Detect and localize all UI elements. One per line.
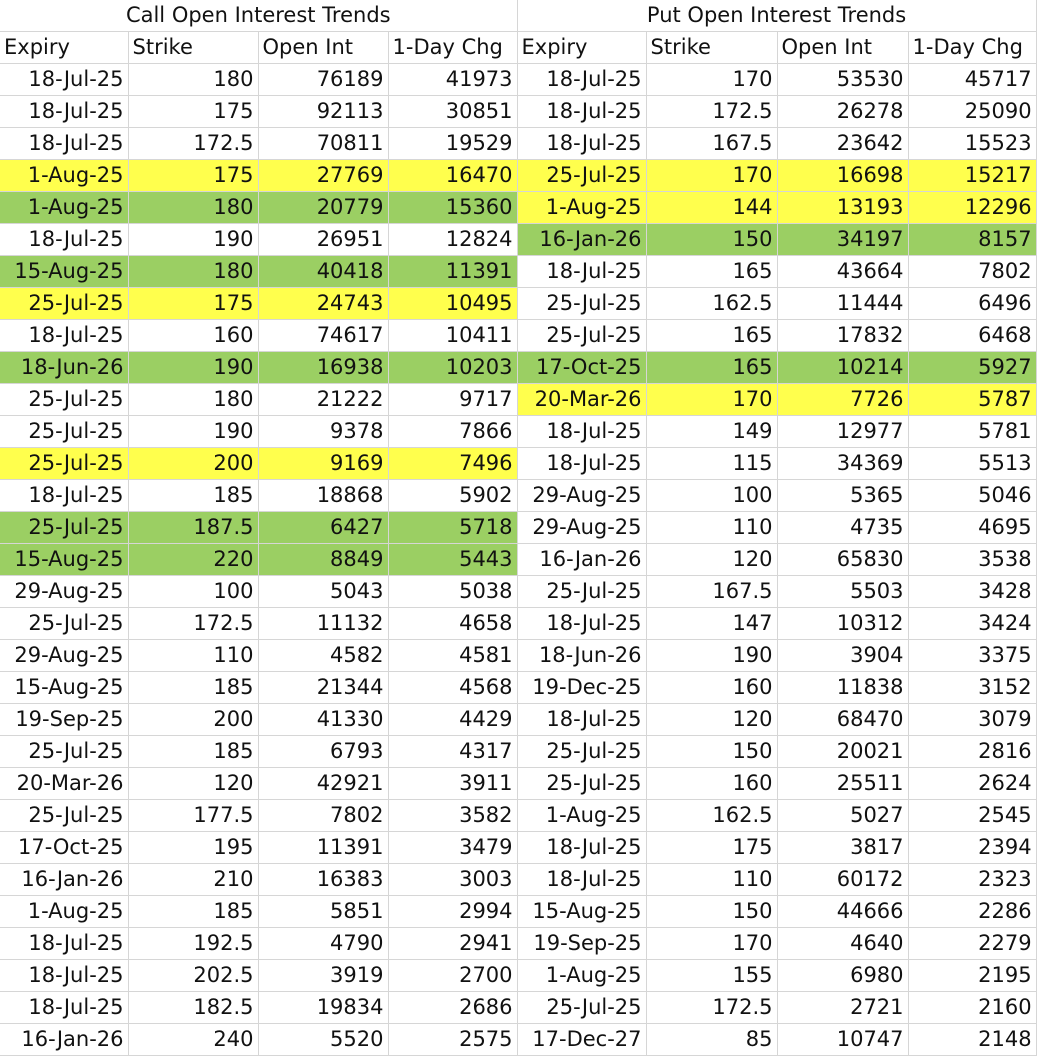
put-1-day-chg-cell[interactable]: 2160 [908, 991, 1036, 1023]
table-body [0, 63, 1036, 1055]
call-open-int-cell[interactable]: 4790 [258, 927, 388, 959]
call-expiry-cell[interactable]: 16-Jan-26 [0, 863, 128, 895]
table-row [0, 703, 1036, 735]
table-row [0, 415, 1036, 447]
call-1-day-chg-cell[interactable]: 2994 [388, 895, 517, 927]
put-strike-cell[interactable]: 150 [646, 735, 777, 767]
put-1-day-chg-cell[interactable]: 2816 [908, 735, 1036, 767]
put-1-day-chg-cell[interactable]: 8157 [908, 223, 1036, 255]
put-expiry-cell[interactable]: 16-Jan-26 [517, 223, 646, 255]
put-strike-cell[interactable]: 150 [646, 895, 777, 927]
put-expiry-cell[interactable]: 25-Jul-25 [517, 735, 646, 767]
put-1-day-chg-cell[interactable]: 5927 [908, 351, 1036, 383]
put-strike-cell[interactable]: 175 [646, 831, 777, 863]
call-open-int-cell[interactable]: 76189 [258, 63, 388, 95]
call-open-int-cell[interactable]: 3919 [258, 959, 388, 991]
call-open-int-cell[interactable]: 24743 [258, 287, 388, 319]
call-open-int-cell[interactable]: 8849 [258, 543, 388, 575]
call-strike-cell[interactable]: 240 [128, 1023, 258, 1055]
put-1-day-chg-cell[interactable]: 15217 [908, 159, 1036, 191]
table-row [0, 575, 1036, 607]
put-open-int-cell[interactable]: 4640 [777, 927, 908, 959]
put-expiry-cell[interactable]: 25-Jul-25 [517, 767, 646, 799]
put-1-day-chg-cell[interactable]: 4695 [908, 511, 1036, 543]
table-row [0, 479, 1036, 511]
table-row [0, 927, 1036, 959]
call-strike-cell[interactable]: 180 [128, 63, 258, 95]
put-1-day-chg-cell[interactable]: 5046 [908, 479, 1036, 511]
call-open-int-cell[interactable]: 70811 [258, 127, 388, 159]
call-1-day-chg-cell[interactable]: 4568 [388, 671, 517, 703]
table-row [0, 607, 1036, 639]
call-strike-cell[interactable]: 202.5 [128, 959, 258, 991]
put-expiry-cell[interactable]: 1-Aug-25 [517, 959, 646, 991]
call-expiry-cell[interactable]: 18-Jul-25 [0, 927, 128, 959]
call-expiry-cell[interactable]: 18-Jul-25 [0, 223, 128, 255]
call-strike-cell[interactable]: 180 [128, 191, 258, 223]
put-strike-cell[interactable]: 165 [646, 255, 777, 287]
call-open-int-cell[interactable]: 40418 [258, 255, 388, 287]
put-1-day-chg-cell[interactable]: 6496 [908, 287, 1036, 319]
table-row [0, 127, 1036, 159]
call-open-int-cell[interactable]: 5851 [258, 895, 388, 927]
put-strike-cell[interactable]: 170 [646, 63, 777, 95]
call-strike-cell[interactable]: 180 [128, 255, 258, 287]
put-strike-cell[interactable]: 162.5 [646, 287, 777, 319]
call-strike-cell[interactable]: 185 [128, 479, 258, 511]
call-expiry-cell[interactable]: 25-Jul-25 [0, 415, 128, 447]
put-open-int-cell[interactable]: 68470 [777, 703, 908, 735]
call-strike-cell[interactable]: 190 [128, 415, 258, 447]
put-open-int-cell[interactable]: 5365 [777, 479, 908, 511]
call-1-day-chg-cell[interactable]: 3479 [388, 831, 517, 863]
call-open-int-cell[interactable]: 4582 [258, 639, 388, 671]
put-expiry-cell[interactable]: 17-Oct-25 [517, 351, 646, 383]
table-row [0, 767, 1036, 799]
call-strike-cell[interactable]: 185 [128, 895, 258, 927]
call-open-int-cell[interactable]: 9169 [258, 447, 388, 479]
put-1-day-chg-cell[interactable]: 5513 [908, 447, 1036, 479]
put-strike-cell[interactable]: 149 [646, 415, 777, 447]
put-strike-cell[interactable]: 115 [646, 447, 777, 479]
put-1-day-chg-cell[interactable]: 3538 [908, 543, 1036, 575]
put-1-day-chg-cell[interactable]: 25090 [908, 95, 1036, 127]
table-row [0, 511, 1036, 543]
call-expiry-cell[interactable]: 29-Aug-25 [0, 575, 128, 607]
put-strike-cell[interactable]: 110 [646, 511, 777, 543]
call-strike-cell[interactable]: 175 [128, 287, 258, 319]
call-1-day-chg-cell[interactable]: 5902 [388, 479, 517, 511]
put-1-day-chg-cell[interactable]: 3424 [908, 607, 1036, 639]
call-strike-cell[interactable]: 120 [128, 767, 258, 799]
put-strike-cell[interactable]: 162.5 [646, 799, 777, 831]
put-expiry-cell[interactable]: 29-Aug-25 [517, 511, 646, 543]
title-row [0, 0, 1036, 31]
call-1-day-chg-cell[interactable]: 4317 [388, 735, 517, 767]
call-expiry-cell[interactable]: 18-Jun-26 [0, 351, 128, 383]
call-strike-cell[interactable]: 172.5 [128, 607, 258, 639]
put-1-day-chg-cell[interactable]: 2624 [908, 767, 1036, 799]
table-row [0, 351, 1036, 383]
put-1-day-chg-cell[interactable]: 5781 [908, 415, 1036, 447]
put-expiry-cell[interactable]: 18-Jul-25 [517, 863, 646, 895]
table-row [0, 863, 1036, 895]
put-open-int-cell[interactable]: 3904 [777, 639, 908, 671]
put-expiry-cell[interactable]: 18-Jul-25 [517, 831, 646, 863]
call-1-day-chg-cell[interactable]: 2575 [388, 1023, 517, 1055]
put-expiry-cell[interactable]: 15-Aug-25 [517, 895, 646, 927]
call-expiry-cell[interactable]: 25-Jul-25 [0, 511, 128, 543]
table-row [0, 319, 1036, 351]
call-1-day-chg-cell[interactable]: 4658 [388, 607, 517, 639]
call-1-day-chg-cell[interactable]: 3911 [388, 767, 517, 799]
call-1-day-chg-cell[interactable]: 10203 [388, 351, 517, 383]
put-strike-cell[interactable]: 147 [646, 607, 777, 639]
put-strike-cell[interactable]: 120 [646, 703, 777, 735]
table-row [0, 95, 1036, 127]
call-strike-cell[interactable]: 200 [128, 447, 258, 479]
put-strike-cell[interactable]: 155 [646, 959, 777, 991]
call-table-title[interactable]: Call Open Interest Trends [0, 0, 517, 31]
put-open-int-cell[interactable]: 11444 [777, 287, 908, 319]
call-strike-cell[interactable]: 190 [128, 223, 258, 255]
put-strike-cell[interactable]: 100 [646, 479, 777, 511]
put-expiry-cell[interactable]: 1-Aug-25 [517, 191, 646, 223]
call-header-expiry[interactable]: Expiry [0, 31, 128, 63]
call-open-int-cell[interactable]: 42921 [258, 767, 388, 799]
call-1-day-chg-cell[interactable]: 5718 [388, 511, 517, 543]
put-strike-cell[interactable]: 167.5 [646, 575, 777, 607]
call-expiry-cell[interactable]: 25-Jul-25 [0, 735, 128, 767]
call-1-day-chg-cell[interactable]: 5443 [388, 543, 517, 575]
put-open-int-cell[interactable]: 12977 [777, 415, 908, 447]
call-1-day-chg-cell[interactable]: 15360 [388, 191, 517, 223]
call-1-day-chg-cell[interactable]: 16470 [388, 159, 517, 191]
call-open-int-cell[interactable]: 16938 [258, 351, 388, 383]
put-strike-cell[interactable]: 170 [646, 927, 777, 959]
put-strike-cell[interactable]: 165 [646, 319, 777, 351]
put-1-day-chg-cell[interactable]: 2323 [908, 863, 1036, 895]
put-1-day-chg-cell[interactable]: 3152 [908, 671, 1036, 703]
table-row [0, 447, 1036, 479]
put-open-int-cell[interactable]: 43664 [777, 255, 908, 287]
put-header-strike[interactable]: Strike [646, 31, 777, 63]
call-strike-cell[interactable]: 110 [128, 639, 258, 671]
call-open-int-cell[interactable]: 6427 [258, 511, 388, 543]
table-row [0, 799, 1036, 831]
call-open-int-cell[interactable]: 21344 [258, 671, 388, 703]
call-1-day-chg-cell[interactable]: 12824 [388, 223, 517, 255]
put-expiry-cell[interactable]: 25-Jul-25 [517, 575, 646, 607]
call-expiry-cell[interactable]: 15-Aug-25 [0, 543, 128, 575]
call-open-int-cell[interactable]: 21222 [258, 383, 388, 415]
call-strike-cell[interactable]: 192.5 [128, 927, 258, 959]
call-expiry-cell[interactable]: 16-Jan-26 [0, 1023, 128, 1055]
call-strike-cell[interactable]: 180 [128, 383, 258, 415]
call-strike-cell[interactable]: 220 [128, 543, 258, 575]
call-expiry-cell[interactable]: 25-Jul-25 [0, 447, 128, 479]
put-strike-cell[interactable]: 170 [646, 383, 777, 415]
put-open-int-cell[interactable]: 10214 [777, 351, 908, 383]
put-open-int-cell[interactable]: 7726 [777, 383, 908, 415]
put-header-open-int[interactable]: Open Int [777, 31, 908, 63]
put-open-int-cell[interactable]: 60172 [777, 863, 908, 895]
put-open-int-cell[interactable]: 26278 [777, 95, 908, 127]
put-1-day-chg-cell[interactable]: 2195 [908, 959, 1036, 991]
put-strike-cell[interactable]: 160 [646, 767, 777, 799]
put-strike-cell[interactable]: 150 [646, 223, 777, 255]
call-expiry-cell[interactable]: 1-Aug-25 [0, 191, 128, 223]
put-1-day-chg-cell[interactable]: 2394 [908, 831, 1036, 863]
put-expiry-cell[interactable]: 18-Jul-25 [517, 63, 646, 95]
put-1-day-chg-cell[interactable]: 3079 [908, 703, 1036, 735]
put-strike-cell[interactable]: 190 [646, 639, 777, 671]
table-row [0, 191, 1036, 223]
put-expiry-cell[interactable]: 18-Jul-25 [517, 415, 646, 447]
call-expiry-cell[interactable]: 25-Jul-25 [0, 383, 128, 415]
put-expiry-cell[interactable]: 1-Aug-25 [517, 799, 646, 831]
table-row [0, 255, 1036, 287]
call-strike-cell[interactable]: 175 [128, 95, 258, 127]
put-expiry-cell[interactable]: 18-Jul-25 [517, 703, 646, 735]
put-open-int-cell[interactable]: 4735 [777, 511, 908, 543]
put-open-int-cell[interactable]: 16698 [777, 159, 908, 191]
call-expiry-cell[interactable]: 18-Jul-25 [0, 319, 128, 351]
call-expiry-cell[interactable]: 18-Jul-25 [0, 63, 128, 95]
table-row [0, 383, 1036, 415]
call-1-day-chg-cell[interactable]: 9717 [388, 383, 517, 415]
put-1-day-chg-cell[interactable]: 5787 [908, 383, 1036, 415]
call-open-int-cell[interactable]: 16383 [258, 863, 388, 895]
call-1-day-chg-cell[interactable]: 4581 [388, 639, 517, 671]
put-1-day-chg-cell[interactable]: 45717 [908, 63, 1036, 95]
put-open-int-cell[interactable]: 3817 [777, 831, 908, 863]
call-open-int-cell[interactable]: 26951 [258, 223, 388, 255]
table-row [0, 639, 1036, 671]
put-open-int-cell[interactable]: 13193 [777, 191, 908, 223]
table-row [0, 63, 1036, 95]
call-strike-cell[interactable]: 185 [128, 735, 258, 767]
put-1-day-chg-cell[interactable]: 6468 [908, 319, 1036, 351]
call-1-day-chg-cell[interactable]: 3003 [388, 863, 517, 895]
call-strike-cell[interactable]: 185 [128, 671, 258, 703]
call-expiry-cell[interactable]: 20-Mar-26 [0, 767, 128, 799]
call-1-day-chg-cell[interactable]: 41973 [388, 63, 517, 95]
put-1-day-chg-cell[interactable]: 12296 [908, 191, 1036, 223]
put-open-int-cell[interactable]: 10312 [777, 607, 908, 639]
put-open-int-cell[interactable]: 10747 [777, 1023, 908, 1055]
call-1-day-chg-cell[interactable]: 5038 [388, 575, 517, 607]
table-row [0, 735, 1036, 767]
call-header-1-day-chg[interactable]: 1-Day Chg [388, 31, 517, 63]
call-1-day-chg-cell[interactable]: 7496 [388, 447, 517, 479]
put-open-int-cell[interactable]: 44666 [777, 895, 908, 927]
table-row [0, 671, 1036, 703]
put-expiry-cell[interactable]: 18-Jul-25 [517, 447, 646, 479]
put-expiry-cell[interactable]: 17-Dec-27 [517, 1023, 646, 1055]
call-expiry-cell[interactable]: 29-Aug-25 [0, 639, 128, 671]
call-open-int-cell[interactable]: 11132 [258, 607, 388, 639]
call-open-int-cell[interactable]: 27769 [258, 159, 388, 191]
table-row [0, 991, 1036, 1023]
put-1-day-chg-cell[interactable]: 3375 [908, 639, 1036, 671]
put-expiry-cell[interactable]: 19-Sep-25 [517, 927, 646, 959]
put-open-int-cell[interactable]: 2721 [777, 991, 908, 1023]
put-table-title[interactable]: Put Open Interest Trends [517, 0, 1036, 31]
call-strike-cell[interactable]: 187.5 [128, 511, 258, 543]
put-1-day-chg-cell[interactable]: 2148 [908, 1023, 1036, 1055]
put-strike-cell[interactable]: 165 [646, 351, 777, 383]
put-expiry-cell[interactable]: 18-Jul-25 [517, 127, 646, 159]
call-expiry-cell[interactable]: 18-Jul-25 [0, 959, 128, 991]
put-1-day-chg-cell[interactable]: 2279 [908, 927, 1036, 959]
call-open-int-cell[interactable]: 92113 [258, 95, 388, 127]
put-expiry-cell[interactable]: 18-Jun-26 [517, 639, 646, 671]
call-1-day-chg-cell[interactable]: 2700 [388, 959, 517, 991]
put-open-int-cell[interactable]: 6980 [777, 959, 908, 991]
put-strike-cell[interactable]: 110 [646, 863, 777, 895]
put-1-day-chg-cell[interactable]: 15523 [908, 127, 1036, 159]
table-row [0, 223, 1036, 255]
call-expiry-cell[interactable]: 19-Sep-25 [0, 703, 128, 735]
call-expiry-cell[interactable]: 15-Aug-25 [0, 255, 128, 287]
put-open-int-cell[interactable]: 34369 [777, 447, 908, 479]
put-expiry-cell[interactable]: 18-Jul-25 [517, 95, 646, 127]
call-strike-cell[interactable]: 200 [128, 703, 258, 735]
call-strike-cell[interactable]: 160 [128, 319, 258, 351]
call-expiry-cell[interactable]: 1-Aug-25 [0, 895, 128, 927]
put-strike-cell[interactable]: 167.5 [646, 127, 777, 159]
call-expiry-cell[interactable]: 18-Jul-25 [0, 991, 128, 1023]
put-open-int-cell[interactable]: 25511 [777, 767, 908, 799]
put-strike-cell[interactable]: 85 [646, 1023, 777, 1055]
call-expiry-cell[interactable]: 18-Jul-25 [0, 95, 128, 127]
put-strike-cell[interactable]: 120 [646, 543, 777, 575]
put-strike-cell[interactable]: 172.5 [646, 95, 777, 127]
call-expiry-cell[interactable]: 15-Aug-25 [0, 671, 128, 703]
call-1-day-chg-cell[interactable]: 7866 [388, 415, 517, 447]
call-open-int-cell[interactable]: 5043 [258, 575, 388, 607]
put-expiry-cell[interactable]: 25-Jul-25 [517, 287, 646, 319]
call-open-int-cell[interactable]: 9378 [258, 415, 388, 447]
table-row [0, 831, 1036, 863]
call-open-int-cell[interactable]: 6793 [258, 735, 388, 767]
call-1-day-chg-cell[interactable]: 2941 [388, 927, 517, 959]
put-header-expiry[interactable]: Expiry [517, 31, 646, 63]
call-header-strike[interactable]: Strike [128, 31, 258, 63]
call-1-day-chg-cell[interactable]: 10411 [388, 319, 517, 351]
put-expiry-cell[interactable]: 25-Jul-25 [517, 991, 646, 1023]
put-1-day-chg-cell[interactable]: 2286 [908, 895, 1036, 927]
put-expiry-cell[interactable]: 16-Jan-26 [517, 543, 646, 575]
put-strike-cell[interactable]: 172.5 [646, 991, 777, 1023]
call-open-int-cell[interactable]: 18868 [258, 479, 388, 511]
put-strike-cell[interactable]: 144 [646, 191, 777, 223]
call-strike-cell[interactable]: 177.5 [128, 799, 258, 831]
call-open-int-cell[interactable]: 74617 [258, 319, 388, 351]
put-open-int-cell[interactable]: 53530 [777, 63, 908, 95]
put-expiry-cell[interactable]: 25-Jul-25 [517, 319, 646, 351]
table-row [0, 543, 1036, 575]
call-strike-cell[interactable]: 175 [128, 159, 258, 191]
put-expiry-cell[interactable]: 29-Aug-25 [517, 479, 646, 511]
call-1-day-chg-cell[interactable]: 3582 [388, 799, 517, 831]
put-open-int-cell[interactable]: 23642 [777, 127, 908, 159]
put-expiry-cell[interactable]: 19-Dec-25 [517, 671, 646, 703]
call-header-open-int[interactable]: Open Int [258, 31, 388, 63]
table-row [0, 287, 1036, 319]
call-open-int-cell[interactable]: 20779 [258, 191, 388, 223]
put-header-1-day-chg[interactable]: 1-Day Chg [908, 31, 1036, 63]
call-1-day-chg-cell[interactable]: 2686 [388, 991, 517, 1023]
call-1-day-chg-cell[interactable]: 19529 [388, 127, 517, 159]
call-1-day-chg-cell[interactable]: 30851 [388, 95, 517, 127]
put-expiry-cell[interactable]: 20-Mar-26 [517, 383, 646, 415]
call-strike-cell[interactable]: 182.5 [128, 991, 258, 1023]
call-strike-cell[interactable]: 195 [128, 831, 258, 863]
put-expiry-cell[interactable]: 18-Jul-25 [517, 607, 646, 639]
call-expiry-cell[interactable]: 18-Jul-25 [0, 479, 128, 511]
table-row [0, 159, 1036, 191]
table-row [0, 1023, 1036, 1055]
call-open-int-cell[interactable]: 11391 [258, 831, 388, 863]
call-expiry-cell[interactable]: 25-Jul-25 [0, 799, 128, 831]
put-open-int-cell[interactable]: 5027 [777, 799, 908, 831]
call-1-day-chg-cell[interactable]: 4429 [388, 703, 517, 735]
put-open-int-cell[interactable]: 11838 [777, 671, 908, 703]
call-strike-cell[interactable]: 172.5 [128, 127, 258, 159]
put-expiry-cell[interactable]: 25-Jul-25 [517, 159, 646, 191]
call-expiry-cell[interactable]: 25-Jul-25 [0, 607, 128, 639]
call-expiry-cell[interactable]: 1-Aug-25 [0, 159, 128, 191]
call-strike-cell[interactable]: 190 [128, 351, 258, 383]
call-open-int-cell[interactable]: 19834 [258, 991, 388, 1023]
call-expiry-cell[interactable]: 25-Jul-25 [0, 287, 128, 319]
put-strike-cell[interactable]: 170 [646, 159, 777, 191]
call-1-day-chg-cell[interactable]: 11391 [388, 255, 517, 287]
call-strike-cell[interactable]: 100 [128, 575, 258, 607]
put-open-int-cell[interactable]: 20021 [777, 735, 908, 767]
call-strike-cell[interactable]: 210 [128, 863, 258, 895]
header-row [0, 31, 1036, 63]
put-1-day-chg-cell[interactable]: 3428 [908, 575, 1036, 607]
call-open-int-cell[interactable]: 41330 [258, 703, 388, 735]
put-open-int-cell[interactable]: 17832 [777, 319, 908, 351]
call-open-int-cell[interactable]: 7802 [258, 799, 388, 831]
put-1-day-chg-cell[interactable]: 2545 [908, 799, 1036, 831]
put-1-day-chg-cell[interactable]: 7802 [908, 255, 1036, 287]
call-1-day-chg-cell[interactable]: 10495 [388, 287, 517, 319]
put-open-int-cell[interactable]: 5503 [777, 575, 908, 607]
put-open-int-cell[interactable]: 65830 [777, 543, 908, 575]
put-expiry-cell[interactable]: 18-Jul-25 [517, 255, 646, 287]
call-open-int-cell[interactable]: 5520 [258, 1023, 388, 1055]
call-expiry-cell[interactable]: 18-Jul-25 [0, 127, 128, 159]
table-row [0, 959, 1036, 991]
put-open-int-cell[interactable]: 34197 [777, 223, 908, 255]
table-row [0, 895, 1036, 927]
put-strike-cell[interactable]: 160 [646, 671, 777, 703]
call-expiry-cell[interactable]: 17-Oct-25 [0, 831, 128, 863]
